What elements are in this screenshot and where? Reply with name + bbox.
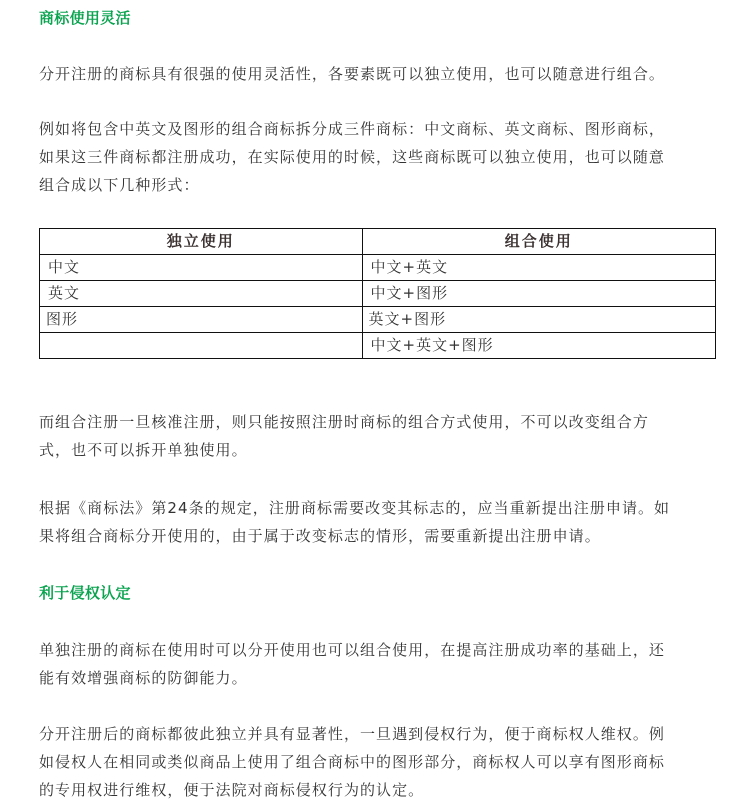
text-line: 能有效增强商标的防御能力。 [39, 669, 248, 687]
table-cell: 中文+图形 [362, 281, 716, 307]
table-row [40, 333, 716, 359]
text-line: 的专用权进行维权，便于法院对商标侵权行为的认定。 [39, 781, 425, 799]
paragraph-flexible-intro [39, 60, 719, 88]
paragraph-combined-registration [39, 408, 719, 464]
table-row [40, 281, 716, 307]
text-line: 式，也不可以拆开单独使用。 [39, 441, 248, 459]
text-line: 而组合注册一旦核准注册，则只能按照注册时商标的组合方式使用，不可以改变组合方 [39, 413, 649, 431]
table-cell: 英文+图形 [362, 307, 716, 333]
paragraph-split-example [39, 115, 719, 199]
text-line: 单独注册的商标在使用时可以分开使用也可以组合使用，在提高注册成功率的基础上，还 [39, 641, 665, 659]
text-line: 根据《商标法》第24条的规定，注册商标需要改变其标志的，应当重新提出注册申请。如 [39, 499, 671, 517]
text-line: 果将组合商标分开使用的，由于属于改变标志的情形，需要重新提出注册申请。 [39, 527, 601, 545]
paragraph-infringement-example [39, 720, 719, 804]
table-header-independent-use: 独立使用 [40, 229, 363, 255]
text-line: 组合成以下几种形式： [39, 176, 200, 194]
table-cell [40, 333, 363, 359]
table-row [40, 307, 716, 333]
text-line: 例如将包含中英文及图形的组合商标拆分成三件商标：中文商标、英文商标、图形商标， [39, 120, 665, 138]
paragraph-trademark-law-article24 [39, 494, 719, 550]
table-cell: 中文+英文+图形 [362, 333, 716, 359]
usage-combination-table [39, 228, 716, 359]
table-header-combined-use: 组合使用 [362, 229, 716, 255]
table-cell: 中文 [40, 255, 363, 281]
table-cell: 中文+英文 [362, 255, 716, 281]
text-line: 分开注册后的商标都彼此独立并具有显著性，一旦遇到侵权行为，便于商标权人维权。例 [39, 725, 665, 743]
section-heading-infringement: 利于侵权认定 [39, 584, 131, 602]
table-cell: 英文 [40, 281, 363, 307]
table-row [40, 255, 716, 281]
section-heading-flexible-use: 商标使用灵活 [39, 9, 131, 27]
table-cell: 图形 [40, 307, 363, 333]
paragraph-separate-registration-defense [39, 636, 719, 692]
table-header-row [40, 229, 716, 255]
text-line: 如果这三件商标都注册成功，在实际使用的时候，这些商标既可以独立使用，也可以随意 [39, 148, 665, 166]
text-line: 如侵权人在相同或类似商品上使用了组合商标中的图形部分，商标权人可以享有图形商标 [39, 753, 665, 771]
text-line: 分开注册的商标具有很强的使用灵活性，各要素既可以独立使用，也可以随意进行组合。 [39, 65, 665, 83]
